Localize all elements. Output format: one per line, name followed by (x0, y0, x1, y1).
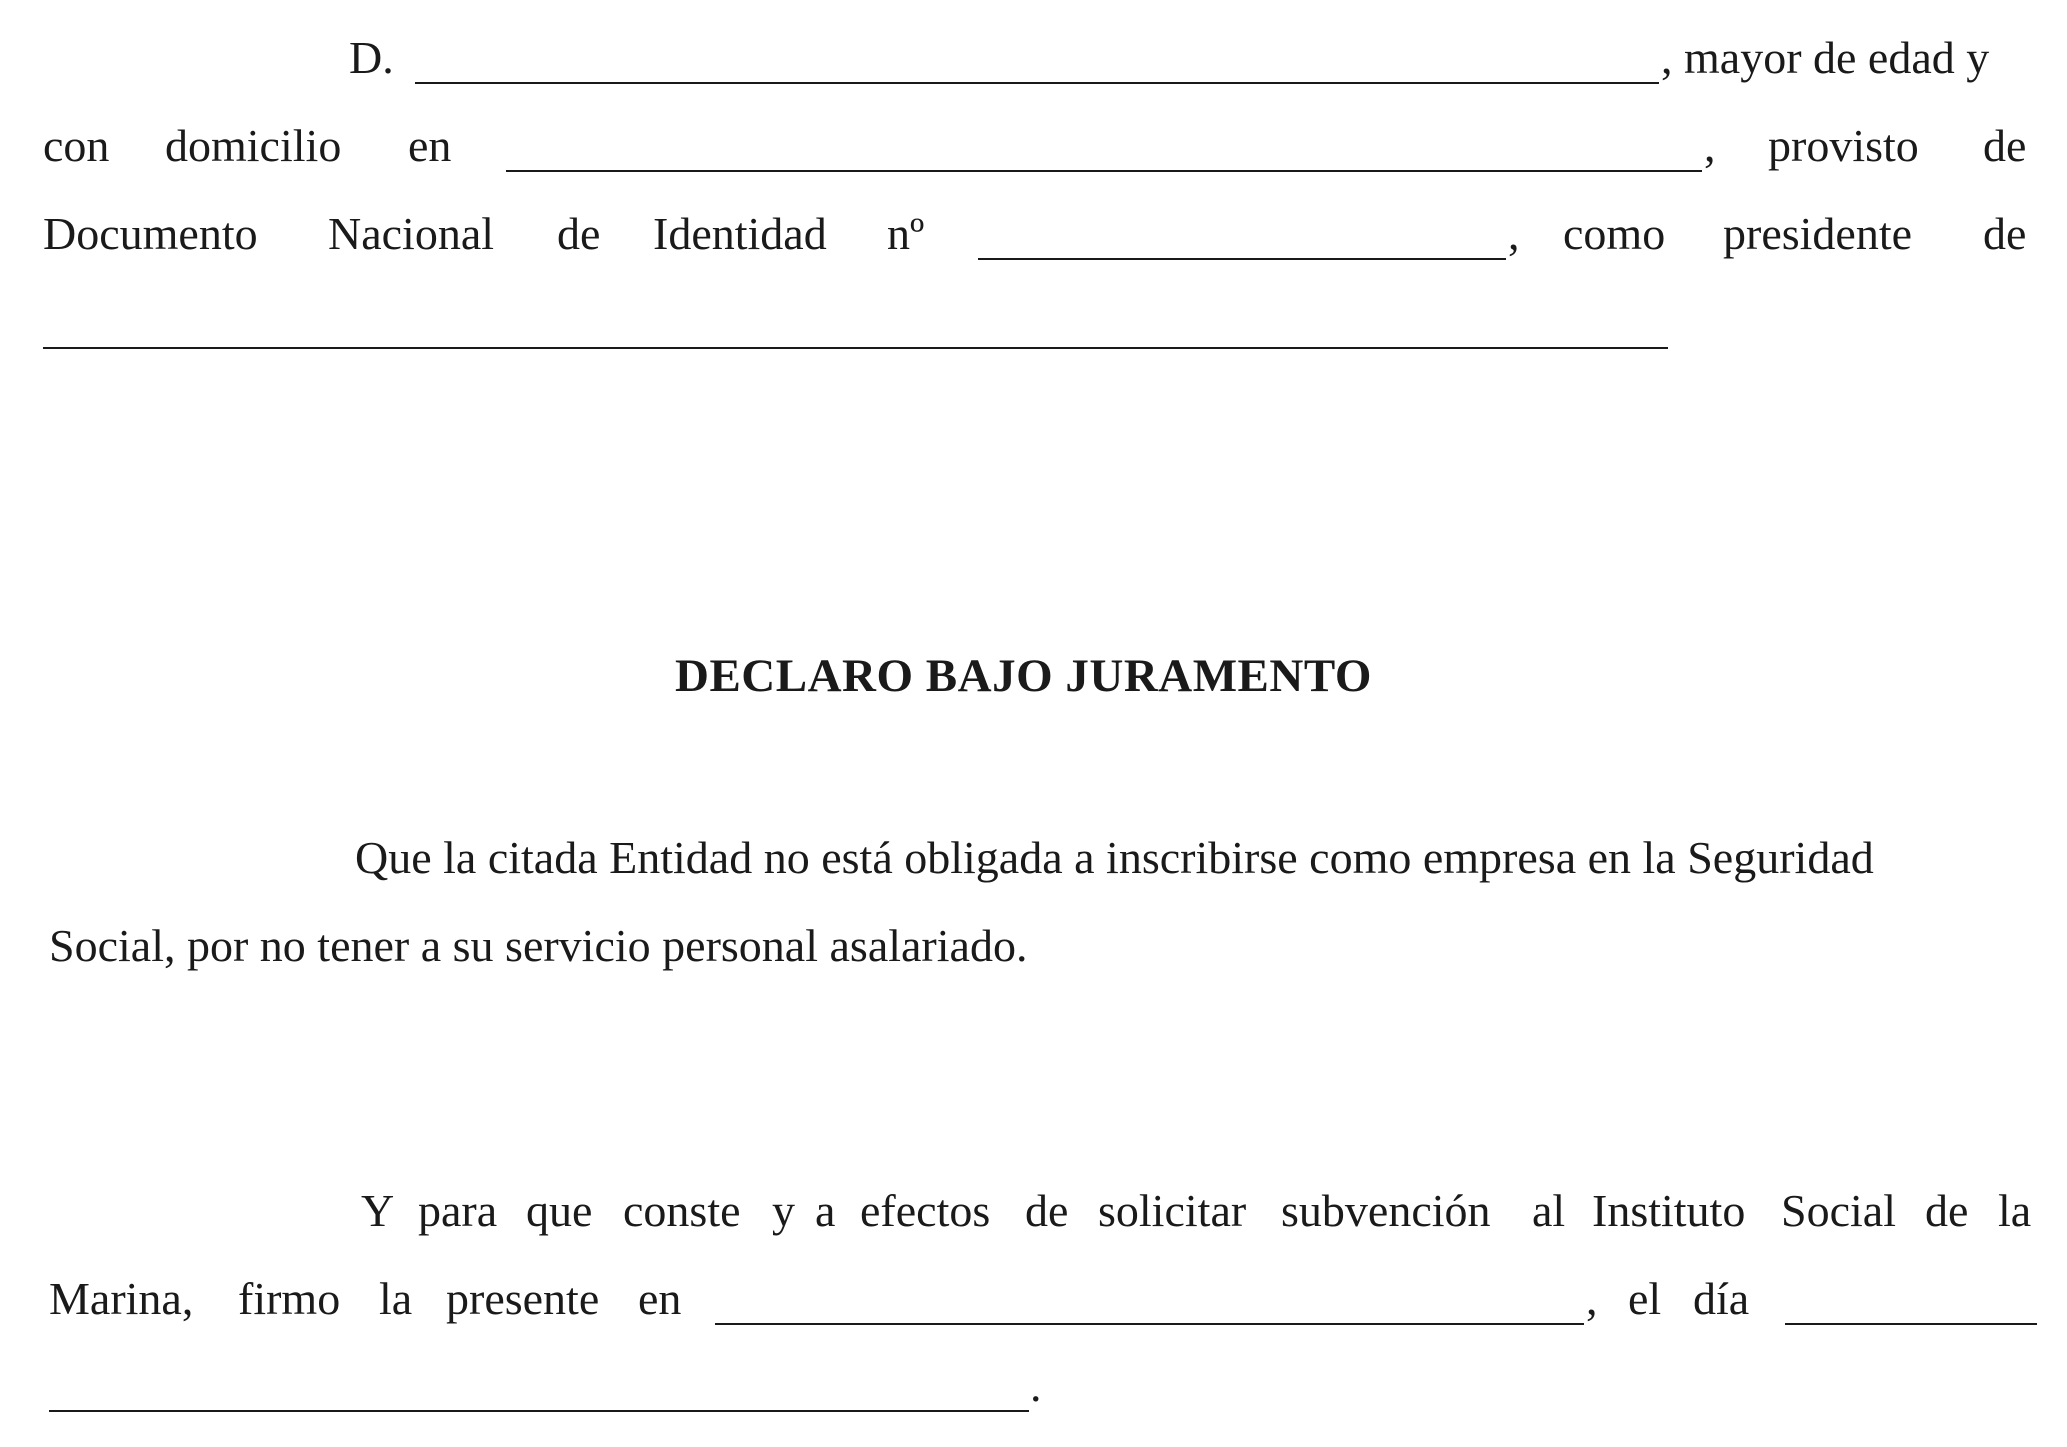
president-word: de (1983, 208, 2027, 259)
day-word: el (1628, 1273, 1662, 1324)
closing-word: Social (1781, 1185, 1896, 1236)
closing-period: . (1030, 1360, 1042, 1411)
closing-word: conste (623, 1185, 741, 1236)
day-field[interactable] (1785, 1323, 2037, 1325)
name-field[interactable] (415, 82, 1659, 84)
title-prefix: D. (349, 32, 394, 83)
closing-word: Marina, (49, 1273, 194, 1324)
declaration-line: Que la citada Entidad no está obligada a inscribirse como empresa en la Seguridad (355, 832, 1874, 883)
closing-word: Instituto (1592, 1185, 1746, 1236)
closing-word: firmo (238, 1273, 341, 1324)
closing-word: para (418, 1185, 498, 1236)
address-comma: , (1704, 120, 1716, 171)
domicile-word: domicilio (165, 120, 342, 171)
domicile-word: con (43, 120, 110, 171)
president-word: como (1563, 208, 1666, 259)
closing-word: la (1998, 1185, 2032, 1236)
age-text: , mayor de edad y (1661, 32, 1990, 83)
closing-word: Y (361, 1185, 395, 1236)
closing-word: y (772, 1185, 795, 1236)
declaration-line: Social, por no tener a su servicio personal asalariado. (49, 920, 1028, 971)
id-number-field[interactable] (978, 258, 1506, 260)
closing-word: efectos (860, 1185, 991, 1236)
closing-word: subvención (1281, 1185, 1491, 1236)
provided-word: provisto (1768, 120, 1919, 171)
closing-word: de (1925, 1185, 1969, 1236)
entity-name-field[interactable] (43, 347, 1668, 349)
domicile-word: en (408, 120, 452, 171)
day-word: día (1693, 1273, 1750, 1324)
closing-word: presente (446, 1273, 600, 1324)
place-comma: , (1586, 1273, 1598, 1324)
closing-word: de (1025, 1185, 1069, 1236)
provided-word: de (1983, 120, 2027, 171)
id-word: Documento (43, 208, 258, 259)
president-word: presidente (1723, 208, 1913, 259)
id-comma: , (1508, 208, 1520, 259)
closing-word: en (638, 1273, 682, 1324)
id-word: de (557, 208, 601, 259)
closing-word: a (815, 1185, 836, 1236)
id-word: nº (887, 208, 925, 259)
id-word: Nacional (328, 208, 495, 259)
declaration-heading: DECLARO BAJO JURAMENTO (675, 650, 1372, 702)
address-field[interactable] (506, 170, 1702, 172)
closing-word: la (379, 1273, 413, 1324)
closing-word: al (1532, 1185, 1566, 1236)
id-word: Identidad (653, 208, 827, 259)
place-field[interactable] (715, 1323, 1584, 1325)
date-continuation-field[interactable] (49, 1410, 1029, 1412)
closing-word: solicitar (1098, 1185, 1247, 1236)
closing-word: que (526, 1185, 593, 1236)
